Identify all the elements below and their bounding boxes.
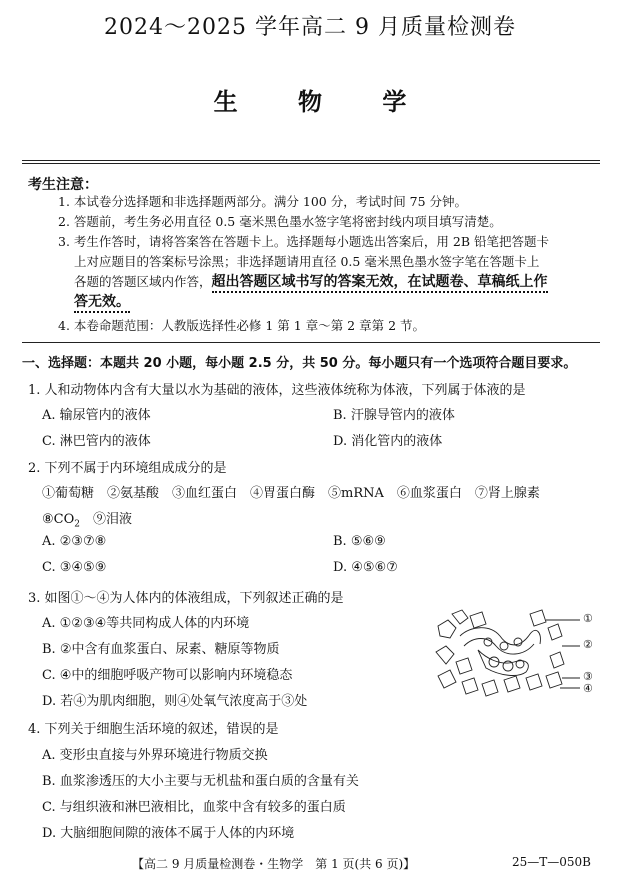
tissue-cell (438, 670, 456, 688)
notice-item-1: 1. 本试卷分选择题和非选择题两部分。满分 100 分，考试时间 75 分钟。 (58, 194, 468, 209)
tissue-cell (452, 610, 468, 624)
capillary-wall (460, 628, 540, 645)
notice-item-3-end (74, 292, 130, 312)
notice-item-3: 3. 考生作答时，请将答案答在答题卡上。选择题每小题选出答案后，用 2B 铅笔把答题卡 (58, 234, 549, 249)
notice-item-3-emphasis: 超出答题区域书写的答案无效，在试题卷、草稿纸上作 (212, 274, 548, 293)
exam-title: 2024～2025 学年高二 9 月质量检测卷 (104, 15, 516, 40)
question-2-option-b: B. ⑤⑥⑨ (333, 534, 386, 549)
notice-item-3-cont2 (74, 272, 548, 292)
diagram-label-2: ② (583, 638, 593, 651)
tissue-cell (546, 672, 562, 688)
question-4-option-d: D. 大脑细胞间隙的液体不属于人体的内环境 (42, 826, 295, 841)
question-3-option-b: B. ②中含有血浆蛋白、尿素、糖原等物质 (42, 642, 280, 657)
body-fluid-diagram (430, 606, 600, 698)
notice-item-3-cont: 上对应题目的答案标号涂黑；非选择题请用直径 0.5 毫米黑色墨水签字笔在答题卡上 (74, 254, 540, 269)
question-2-stem: 2. 下列不属于内环境组成成分的是 (28, 461, 227, 476)
tissue-cell (438, 620, 456, 638)
tissue-cell (456, 658, 472, 674)
notice-heading: 考生注意： (28, 177, 98, 193)
question-3-stem: 3. 如图①～④为人体内的体液组成，下列叙述正确的是 (28, 591, 344, 606)
question-2-co2-sub: 2 (74, 519, 80, 530)
diagram-label-1: ① (583, 612, 593, 625)
lymph-vessel (478, 650, 528, 675)
question-1-option-d: D. 消化管内的液体 (333, 434, 443, 449)
tissue-cell (530, 610, 546, 626)
footer-code: 25—T—050B (512, 855, 591, 869)
question-2-option-d: D. ④⑤⑥⑦ (333, 560, 398, 575)
top-divider-2 (22, 163, 600, 164)
tissue-cell (470, 612, 486, 628)
question-2-tears: ⑨泪液 (80, 512, 133, 527)
notice-divider (22, 342, 600, 343)
tissue-cell (482, 680, 498, 696)
question-2-co2: ⑧CO (42, 512, 75, 527)
question-1-option-b: B. 汗腺导管内的液体 (333, 408, 455, 423)
question-1-stem: 1. 人和动物体内含有大量以水为基础的液体，这些液体统称为体液，下列属于体液的是 (28, 383, 526, 398)
question-1-option-c: C. 淋巴管内的液体 (42, 434, 151, 449)
notice-item-3-emphasis-end: 答无效。 (74, 294, 130, 313)
section-heading: 一、选择题：本题共 20 小题，每小题 2.5 分，共 50 分。每小题只有一个选项符合题目要求。 (22, 356, 577, 371)
question-4-option-c: C. 与组织液和淋巴液相比，血浆中含有较多的蛋白质 (42, 800, 346, 815)
question-2-option-a: A. ②③⑦⑧ (42, 534, 107, 549)
diagram-label-3: ③ (583, 670, 593, 683)
question-4-option-b: B. 血浆渗透压的大小主要与无机盐和蛋白质的含量有关 (42, 774, 359, 789)
footer-page-info: 【高二 9 月质量检测卷・生物学 第 1 页(共 6 页)】 (132, 857, 416, 871)
notice-item-3-plain: 各题的答题区域内作答， (74, 274, 212, 289)
notice-item-2: 2. 答题前，考生务必用直径 0.5 毫米黑色墨水签字笔将密封线内项目填写清楚。 (58, 214, 502, 229)
question-3-option-c: C. ④中的细胞呼吸产物可以影响内环境稳态 (42, 668, 293, 683)
tissue-cell (436, 646, 454, 664)
tissue-cell (548, 624, 562, 640)
question-4-option-a: A. 变形虫直接与外界环境进行物质交换 (42, 748, 268, 763)
tissue-cell (550, 652, 564, 668)
diagram-label-4: ④ (583, 682, 593, 695)
question-4-stem: 4. 下列关于细胞生活环境的叙述，错误的是 (28, 722, 279, 737)
question-3-option-d: D. 若④为肌肉细胞，则④处氧气浓度高于③处 (42, 694, 308, 709)
question-2-items-line1: ①葡萄糖 ②氨基酸 ③血红蛋白 ④胃蛋白酶 ⑤mRNA ⑥血浆蛋白 ⑦肾上腺素 (42, 486, 540, 501)
notice-item-4: 4. 本卷命题范围：人教版选择性必修 1 第 1 章～第 2 章第 2 节。 (58, 318, 425, 333)
tissue-cell (504, 676, 520, 692)
tissue-cell (526, 674, 542, 690)
question-2-option-c: C. ③④⑤⑨ (42, 560, 107, 575)
question-1-option-a: A. 输尿管内的液体 (42, 408, 151, 423)
subject-title: 生 物 学 (213, 87, 433, 116)
question-3-option-a: A. ①②③④等共同构成人体的内环境 (42, 616, 250, 631)
top-divider (22, 160, 600, 161)
tissue-cell (462, 678, 478, 694)
question-2-items-line2 (42, 508, 132, 530)
